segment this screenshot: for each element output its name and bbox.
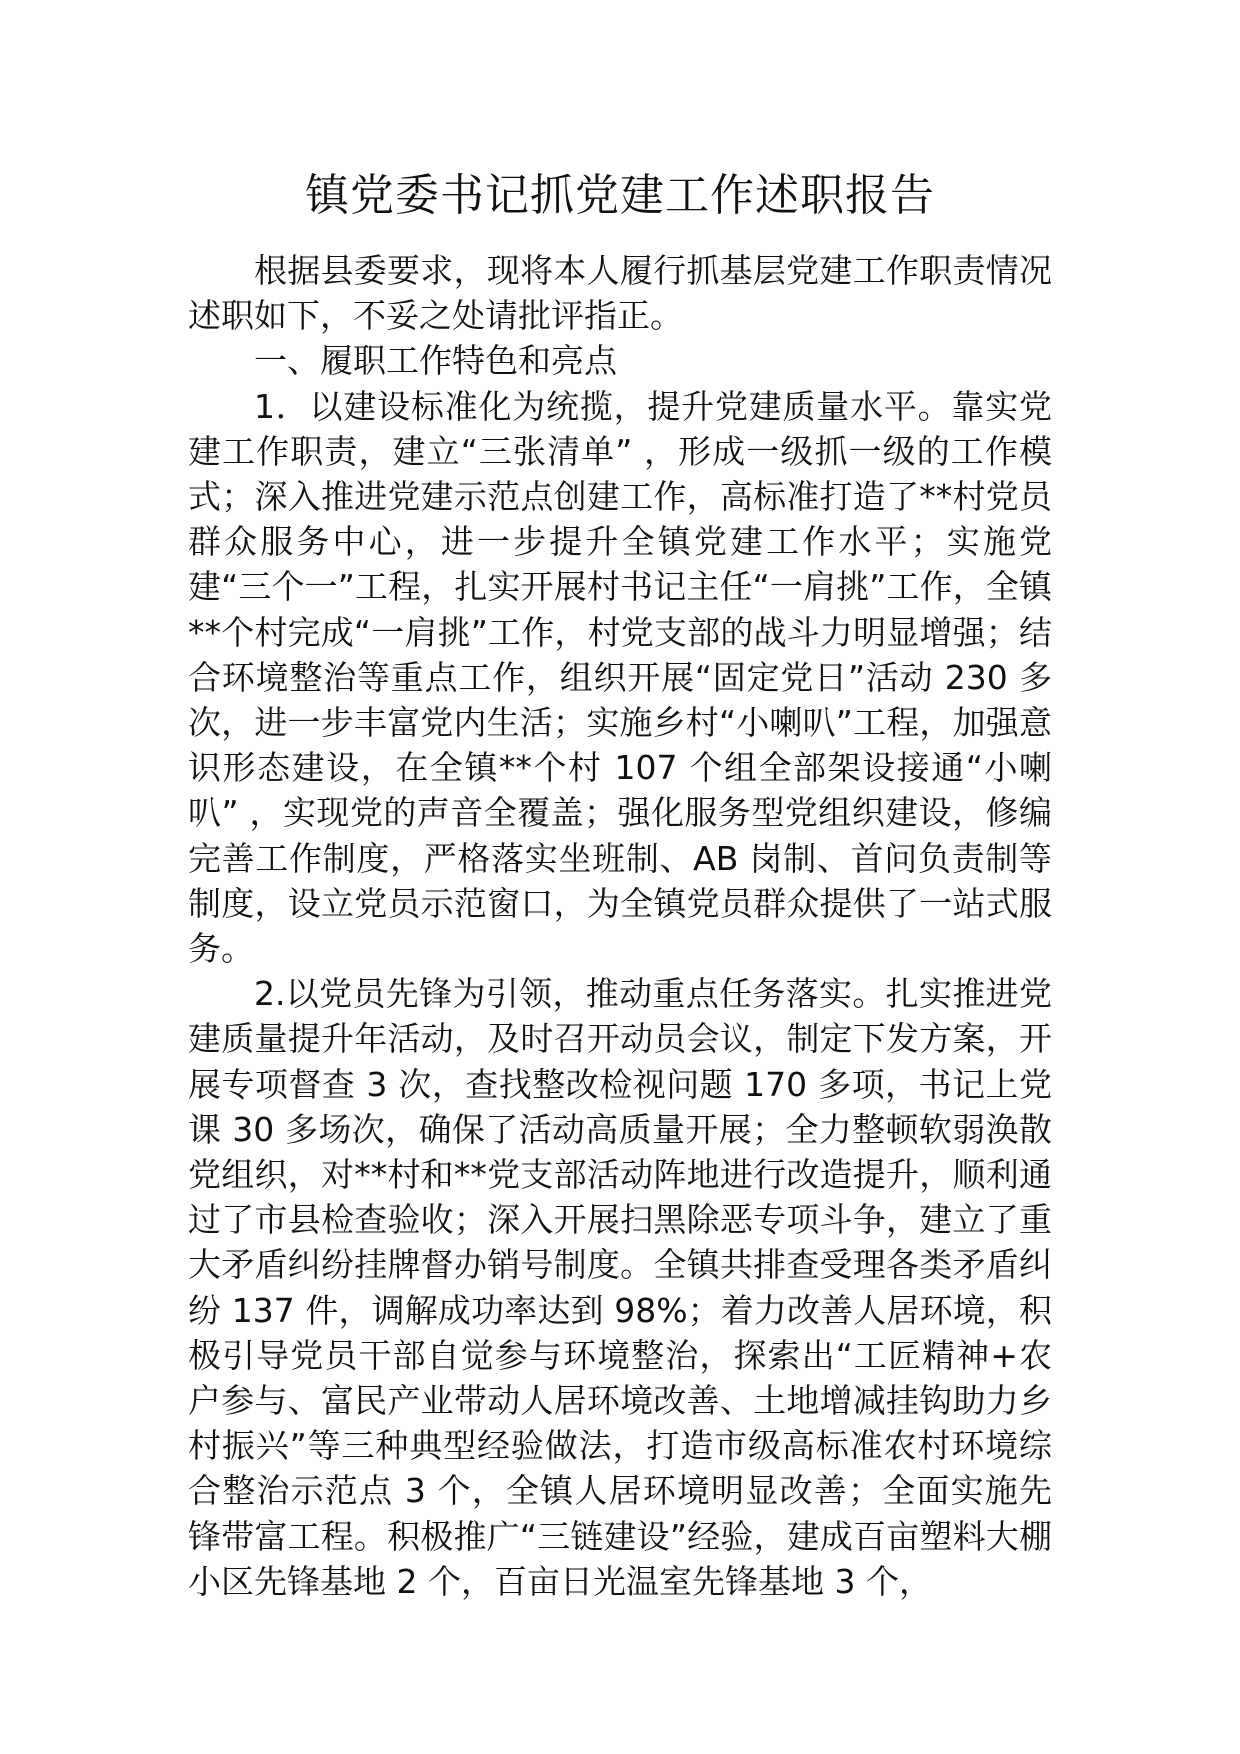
section-heading: 一、履职工作特色和亮点 xyxy=(254,341,617,381)
body-paragraph-1: 1．以建设标准化为统揽，提升党建质量水平。靠实党建工作职责，建立“三张清单” ，形成一级抓一级的工作模式；深入推进党建示范点创建工作，高标准打造了**村党员群众服务中心，进一步提升全镇党建工作水平；实施党建“三个一”工程，扎实开展村书记主任“一肩挑”工作，全镇**个村完成“一肩挑”工作，村党支部的战斗力明显增强；结合环境整治等重点工作，组织开展“固定党日”活动 230 多次，进一步丰富党内生活；实施乡村“小喇叭”工程，加强意识形态建设，在全镇**个村 107 个组全部架设接通“小喇叭” ，实现党的声音全覆盖；强化服务型党组织建设，修编完善工作制度，严格落实坐班制、AB 岗制、首问负责制等制度，设立党员示范窗口，为全镇党员群众提供了一站式服务。 xyxy=(188,386,1052,969)
intro-paragraph: 根据县委要求，现将本人履行抓基层党建工作职责情况述职如下，不妥之处请批评指正。 xyxy=(188,251,1052,336)
document-body xyxy=(188,248,1052,1604)
body-paragraph-2: 2.以党员先锋为引领，推动重点任务落实。扎实推进党建质量提升年活动，及时召开动员会议，制定下发方案，开展专项督查 3 次，查找整改检视问题 170 多项，书记上党课 30 多场次，确保了活动高质量开展；全力整顿软弱涣散党组织，对**村和**党支部活动阵地进行改造提升，顺利通过了市县检查验收；深入开展扫黑除恶专项斗争，建立了重大矛盾纠纷挂牌督办销号制度。全镇共排查受理各类矛盾纠纷 137 件，调解成功率达到 98%；着力改善人居环境，积极引导党员干部自觉参与环境整治，探索出“工匠精神+农户参与、富民产业带动人居环境改善、土地增减挂钩助力乡村振兴”等三种典型经验做法，打造市级高标准农村环境综合整治示范点 3 个，全镇人居环境明显改善；全面实施先锋带富工程。积极推广“三链建设”经验，建成百亩塑料大棚小区先锋基地 2 个，百亩日光温室先锋基地 3 个， xyxy=(188,974,1052,1601)
document-title: 镇党委书记抓党建工作述职报告 xyxy=(305,170,935,221)
